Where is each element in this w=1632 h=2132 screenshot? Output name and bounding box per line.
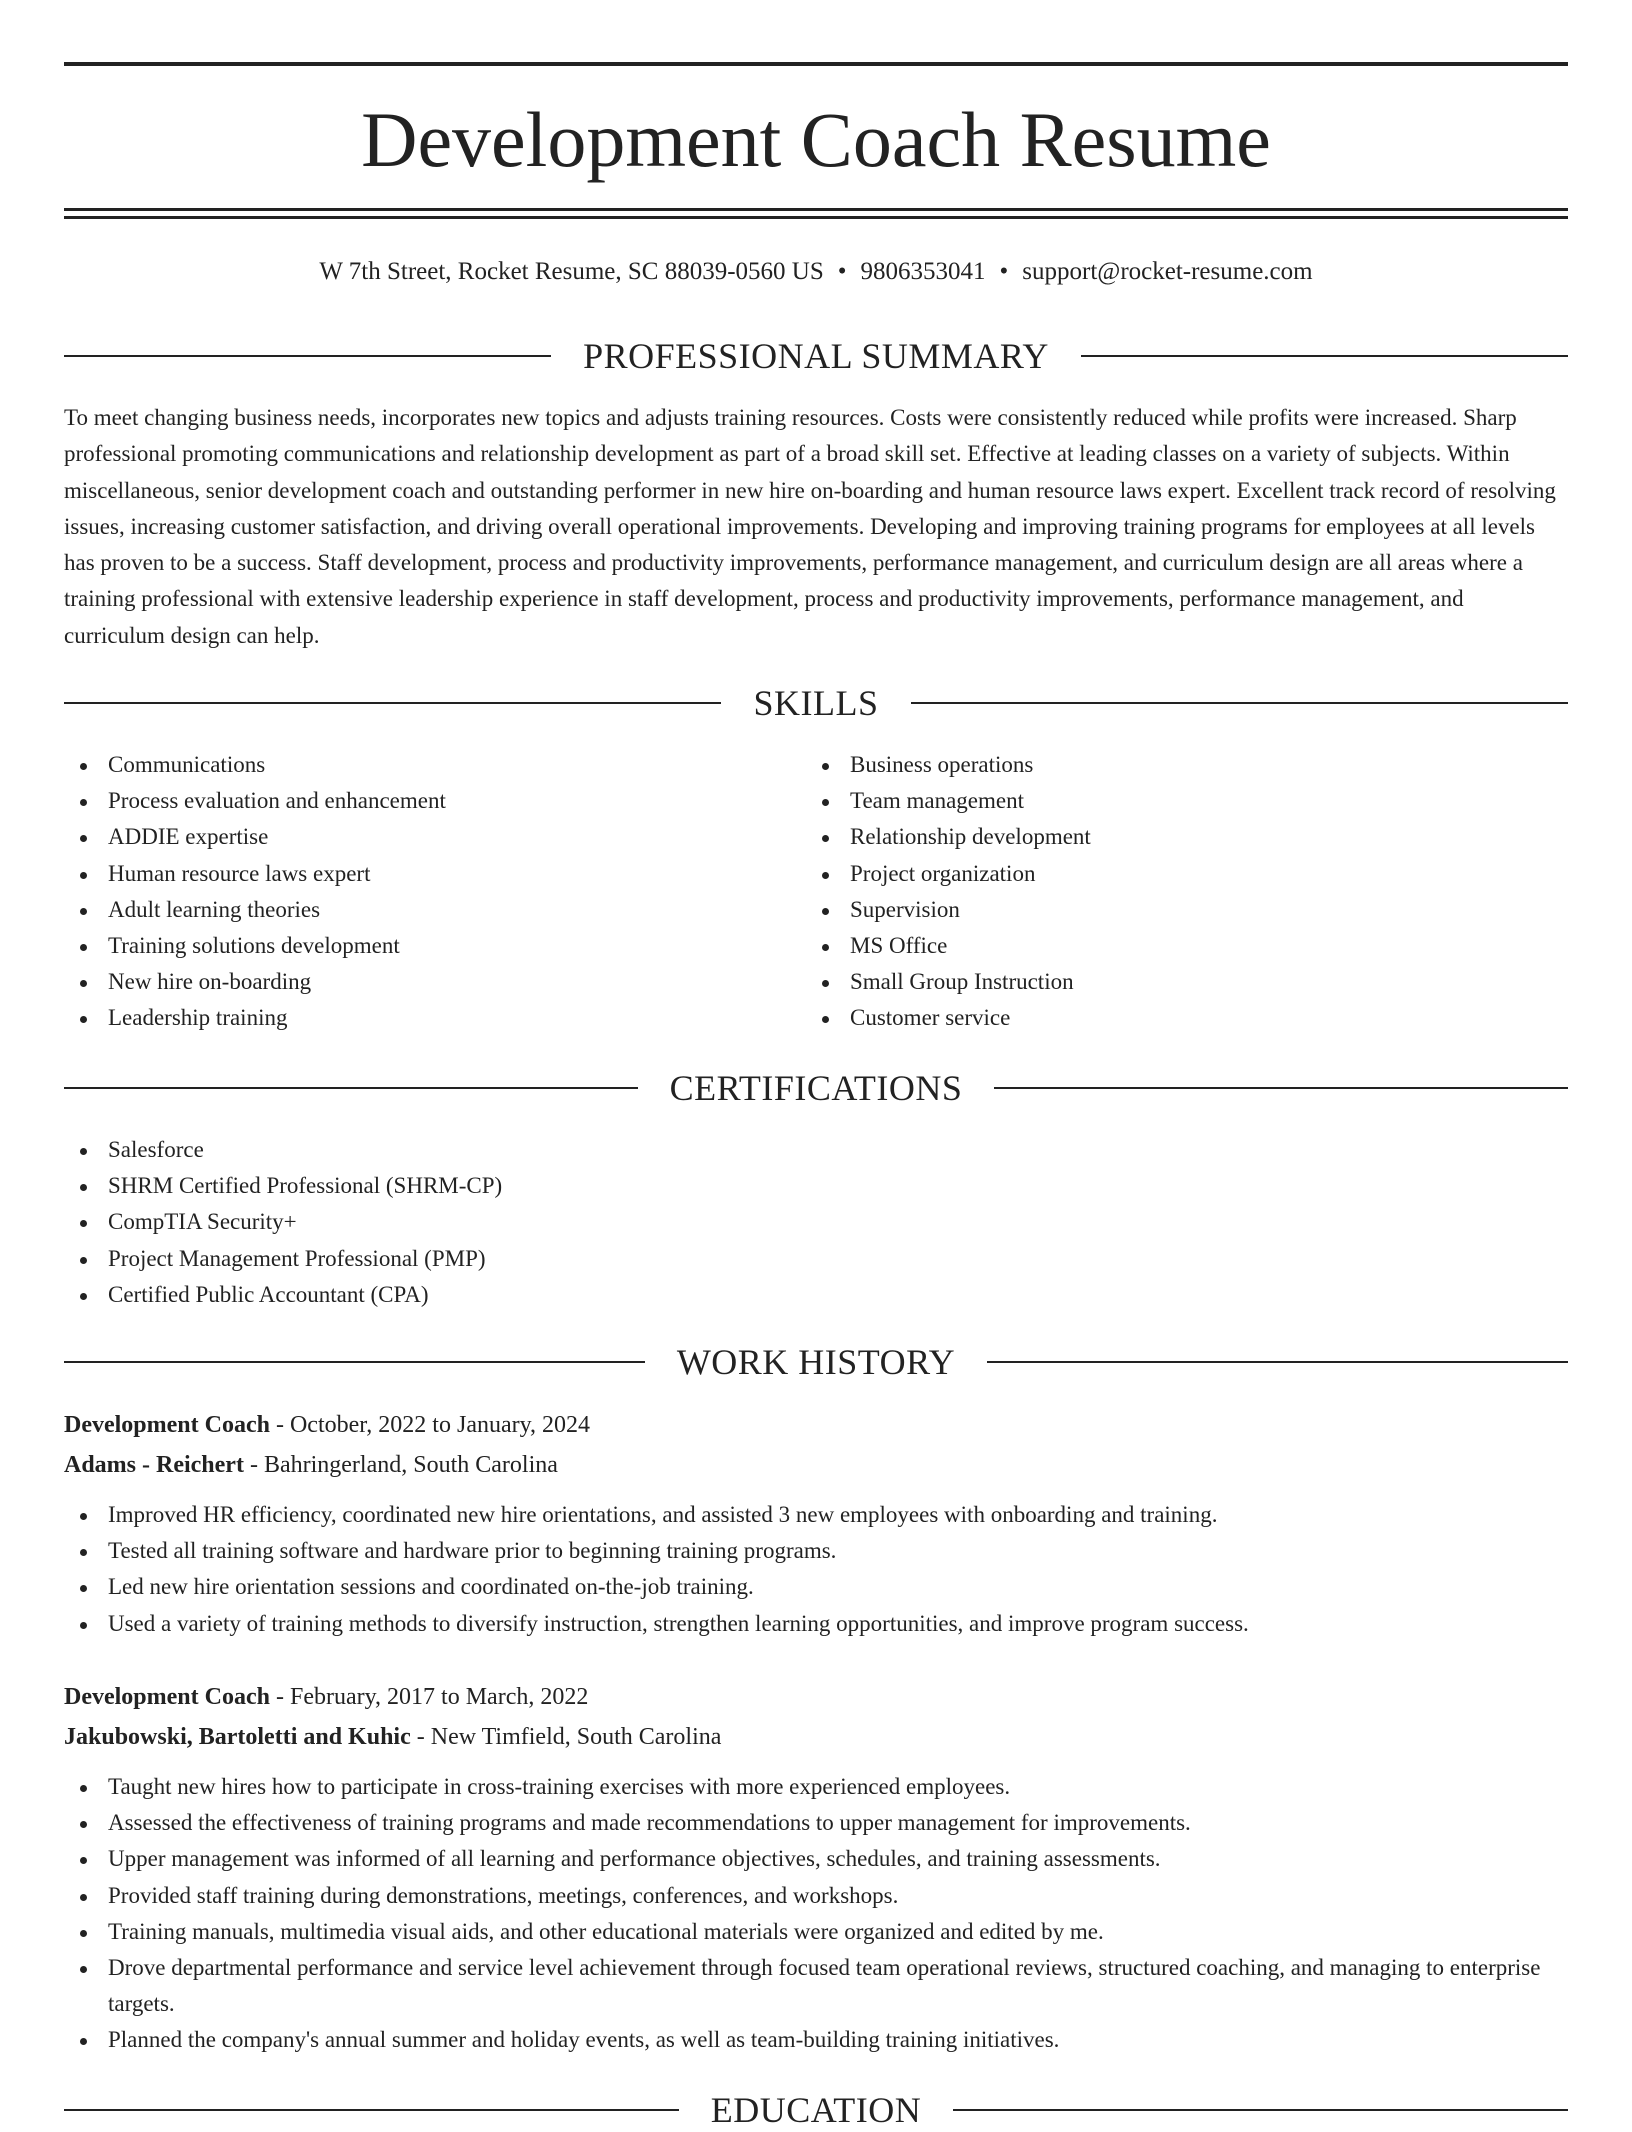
title-rule-upper: [64, 208, 1568, 211]
job-company: Jakubowski, Bartoletti and Kuhic: [64, 1724, 411, 1750]
skill-item: Relationship development: [806, 819, 1506, 855]
skill-item: Customer service: [806, 1000, 1506, 1036]
job-title-line: Development Coach - October, 2022 to January, 2024: [64, 1412, 591, 1438]
job-dates: February, 2017 to March, 2022: [289, 1684, 589, 1710]
skill-item: MS Office: [806, 928, 1506, 964]
job-dates: October, 2022 to January, 2024: [289, 1412, 591, 1438]
certification-item: Certified Public Accountant (CPA): [64, 1277, 1568, 1313]
certification-item: CompTIA Security+: [64, 1204, 1568, 1240]
skill-item: Human resource laws expert: [64, 856, 764, 892]
job-bullet: Training manuals, multimedia visual aids, and other educational materials were organized and edited by me.: [64, 1914, 1568, 1950]
skill-item: Team management: [806, 783, 1506, 819]
summary-heading-label: PROFESSIONAL SUMMARY: [551, 334, 1081, 378]
skills-heading: [64, 681, 1568, 725]
certifications-heading: [64, 1066, 1568, 1110]
job-bullet: Planned the company's annual summer and holiday events, as well as team-building training initiatives.: [64, 2022, 1568, 2058]
certifications-heading-label: CERTIFICATIONS: [638, 1066, 995, 1110]
title-rule-lower: [64, 216, 1568, 219]
skill-item: Supervision: [806, 892, 1506, 928]
job-bullet: Taught new hires how to participate in cross-training exercises with more experienced employees.: [64, 1769, 1568, 1805]
skill-item: Small Group Instruction: [806, 964, 1506, 1000]
skills-heading-label: SKILLS: [721, 681, 910, 725]
education-heading-label: EDUCATION: [679, 2088, 953, 2132]
skill-item: Process evaluation and enhancement: [64, 783, 764, 819]
contact-email: support@rocket-resume.com: [1022, 258, 1313, 285]
job-bullet: Improved HR efficiency, coordinated new hire orientations, and assisted 3 new employees with onboarding and training.: [64, 1497, 1568, 1533]
job-bullet: Drove departmental performance and service level achievement through focused team operational reviews, structured coaching, and managing to enterprise targets.: [64, 1950, 1568, 2022]
job-bullet: Upper management was informed of all learning and performance objectives, schedules, and training assessments.: [64, 1841, 1568, 1877]
contact-address: W 7th Street, Rocket Resume, SC 88039-0560 US: [319, 258, 824, 285]
job-bullet: Assessed the effectiveness of training programs and made recommendations to upper management for improvements.: [64, 1805, 1568, 1841]
job-company: Adams - Reichert: [64, 1452, 244, 1478]
job-entry: [64, 1677, 1568, 2059]
job-entry: [64, 1405, 1568, 1642]
work-history-heading-label: WORK HISTORY: [645, 1340, 987, 1384]
work-history-heading: [64, 1340, 1568, 1384]
skill-item: Leadership training: [64, 1000, 764, 1036]
skill-item: Training solutions development: [64, 928, 764, 964]
contact-separator: •: [999, 258, 1009, 285]
skill-item: Adult learning theories: [64, 892, 764, 928]
education-heading: [64, 2088, 1568, 2132]
certification-item: Project Management Professional (PMP): [64, 1241, 1568, 1277]
job-company-line: Adams - Reichert - Bahringerland, South Carolina: [64, 1452, 558, 1478]
contact-separator: •: [837, 258, 847, 285]
job-bullet: Tested all training software and hardware prior to beginning training programs.: [64, 1533, 1568, 1569]
job-location: New Timfield, South Carolina: [430, 1724, 722, 1750]
summary-heading: [64, 334, 1568, 378]
certifications-list: [64, 1132, 1568, 1313]
certification-item: Salesforce: [64, 1132, 1568, 1168]
job-bullet: Used a variety of training methods to diversify instruction, strengthen learning opportunities, and improve program success.: [64, 1606, 1568, 1642]
job-title-line: Development Coach - February, 2017 to March, 2022: [64, 1684, 589, 1710]
contact-phone: 9806353041: [860, 258, 986, 285]
skill-item: Project organization: [806, 856, 1506, 892]
top-rule: [64, 62, 1568, 66]
skill-item: Business operations: [806, 747, 1506, 783]
skill-item: ADDIE expertise: [64, 819, 764, 855]
job-title: Development Coach: [64, 1684, 270, 1710]
job-location: Bahringerland, South Carolina: [263, 1452, 558, 1478]
certification-item: SHRM Certified Professional (SHRM-CP): [64, 1168, 1568, 1204]
job-bullets: [64, 1769, 1568, 2059]
job-bullet: Provided staff training during demonstrations, meetings, conferences, and workshops.: [64, 1878, 1568, 1914]
skill-item: Communications: [64, 747, 764, 783]
job-title: Development Coach: [64, 1412, 270, 1438]
page-title: Development Coach Resume: [361, 96, 1271, 183]
contact-line: [64, 254, 1568, 290]
summary-text: To meet changing business needs, incorporates new topics and adjusts training resources. Costs were consistently reduced while profits were increased. Sharp professional promoting communications and relationship development as part of a broad skill set. Effective at leading classes on a variety of subjects. Within miscellaneous, senior development coach and outstanding performer in new hire on-boarding and human resource laws expert. Excellent track record of resolving issues, increasing customer satisfaction, and driving overall operational improvements. Developing and improving training programs for employees at all levels has proven to be a success. Staff development, process and productivity improvements, performance management, and curriculum design are all areas where a training professional with extensive leadership experience in staff development, process and productivity improvements, performance management, and curriculum design can help.: [64, 405, 1556, 648]
skills-list-right: [806, 747, 1506, 1037]
job-bullets: [64, 1497, 1568, 1642]
job-bullet: Led new hire orientation sessions and coordinated on-the-job training.: [64, 1569, 1568, 1605]
skills-list-left: [64, 747, 764, 1037]
skill-item: New hire on-boarding: [64, 964, 764, 1000]
job-company-line: Jakubowski, Bartoletti and Kuhic - New Timfield, South Carolina: [64, 1724, 722, 1750]
